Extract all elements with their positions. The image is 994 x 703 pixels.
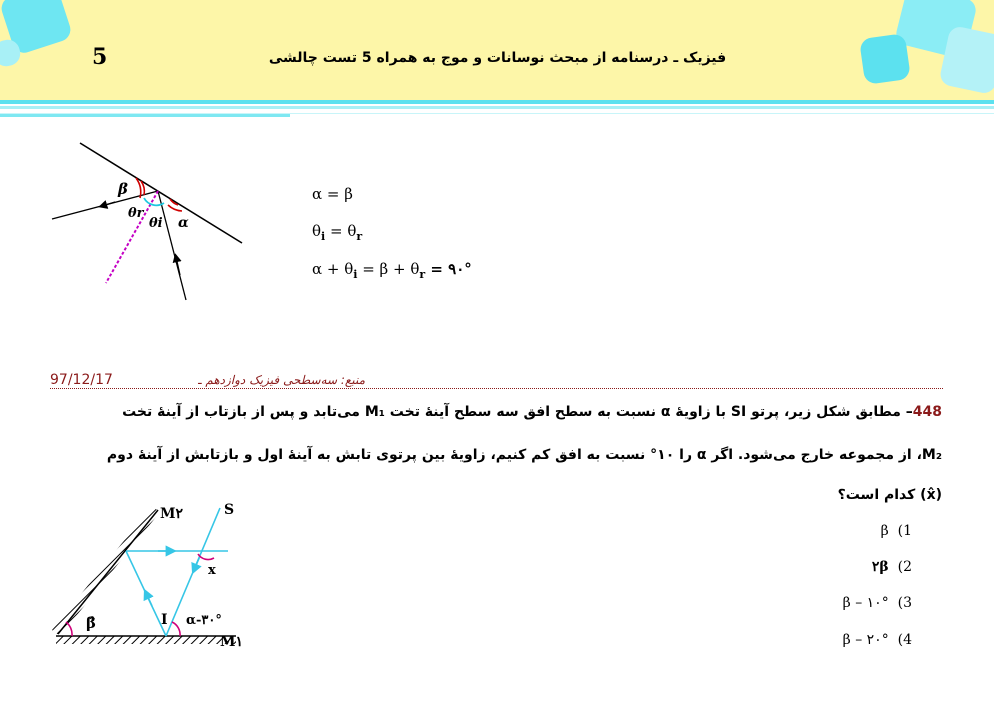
header-title: فیزیک ـ درسنامه از مبحث نوسانات و موج به همراه 5 تست چالشی bbox=[268, 50, 727, 66]
x-label: x bbox=[208, 563, 216, 578]
question-number: 448 bbox=[912, 404, 942, 420]
alpha-label: α bbox=[178, 215, 189, 231]
reflection-diagram bbox=[40, 135, 260, 310]
source-date: 97/12/17 bbox=[50, 372, 113, 388]
option-1[interactable]: β (1 bbox=[880, 523, 912, 539]
page-number: 5 bbox=[92, 44, 108, 70]
alpha-arc bbox=[172, 622, 180, 636]
source-line bbox=[50, 372, 943, 389]
theta-i-label: θi bbox=[149, 216, 163, 231]
beta-label: β̂ bbox=[86, 614, 96, 632]
formula-theta: $\theta_i = \theta_r$ bbox=[312, 222, 363, 243]
formula-alpha-beta: α = β bbox=[312, 185, 353, 203]
option-2[interactable]: ۲β (2 bbox=[871, 559, 912, 575]
beta-arc bbox=[136, 178, 141, 198]
decor-square bbox=[859, 33, 911, 85]
ray-reflect-1-arrow bbox=[146, 593, 152, 606]
header-stripe bbox=[0, 106, 994, 109]
s-label: S bbox=[224, 502, 235, 518]
m1-label: M۱ bbox=[220, 634, 244, 650]
beta-label: β bbox=[118, 180, 128, 198]
mirror-m2 bbox=[58, 510, 158, 634]
mirror-m1-hatch bbox=[56, 636, 236, 644]
theta-r-label: θr bbox=[128, 206, 144, 221]
mirror-m2-hatch bbox=[52, 506, 160, 636]
alpha-label: α-۳۰° bbox=[186, 613, 222, 628]
option-4[interactable]: β – ۲۰° (4 bbox=[842, 632, 912, 648]
m2-label: M۲ bbox=[160, 506, 184, 522]
alpha-arc bbox=[168, 205, 182, 211]
question-line-1: 448– مطابق شکل زیر، پرتو SI با زاویهٔ α نسبت به سطح افق سه سطح آینهٔ تخت M₁ می‌تابد و پس از بازتاب از آینهٔ تخت bbox=[122, 404, 942, 420]
question-line-2: M₂، از مجموعه خارج می‌شود. اگر α را ۱۰° نسبت به افق کم کنیم، زاویهٔ بین پرتوی تابش به آینهٔ اول و بازتابش از آینهٔ دوم bbox=[106, 447, 942, 463]
header-stripe bbox=[0, 100, 994, 104]
reflected-arrow bbox=[102, 202, 115, 206]
formula-sum: $\alpha + \theta_i = \beta + \theta_r$ = ۹۰° bbox=[312, 260, 472, 281]
ray-si-arrow bbox=[194, 556, 200, 570]
option-3[interactable]: β – ۱۰° (3 bbox=[842, 595, 912, 611]
page-header bbox=[0, 0, 994, 103]
two-mirror-diagram bbox=[48, 498, 253, 658]
header-stripe bbox=[0, 113, 994, 114]
source-text: منبع: سه‌سطحی فیزیک دوازدهم ـ bbox=[198, 373, 365, 387]
i-label: I bbox=[161, 612, 168, 628]
question-line-3: (x̂) کدام است؟ bbox=[837, 487, 942, 503]
